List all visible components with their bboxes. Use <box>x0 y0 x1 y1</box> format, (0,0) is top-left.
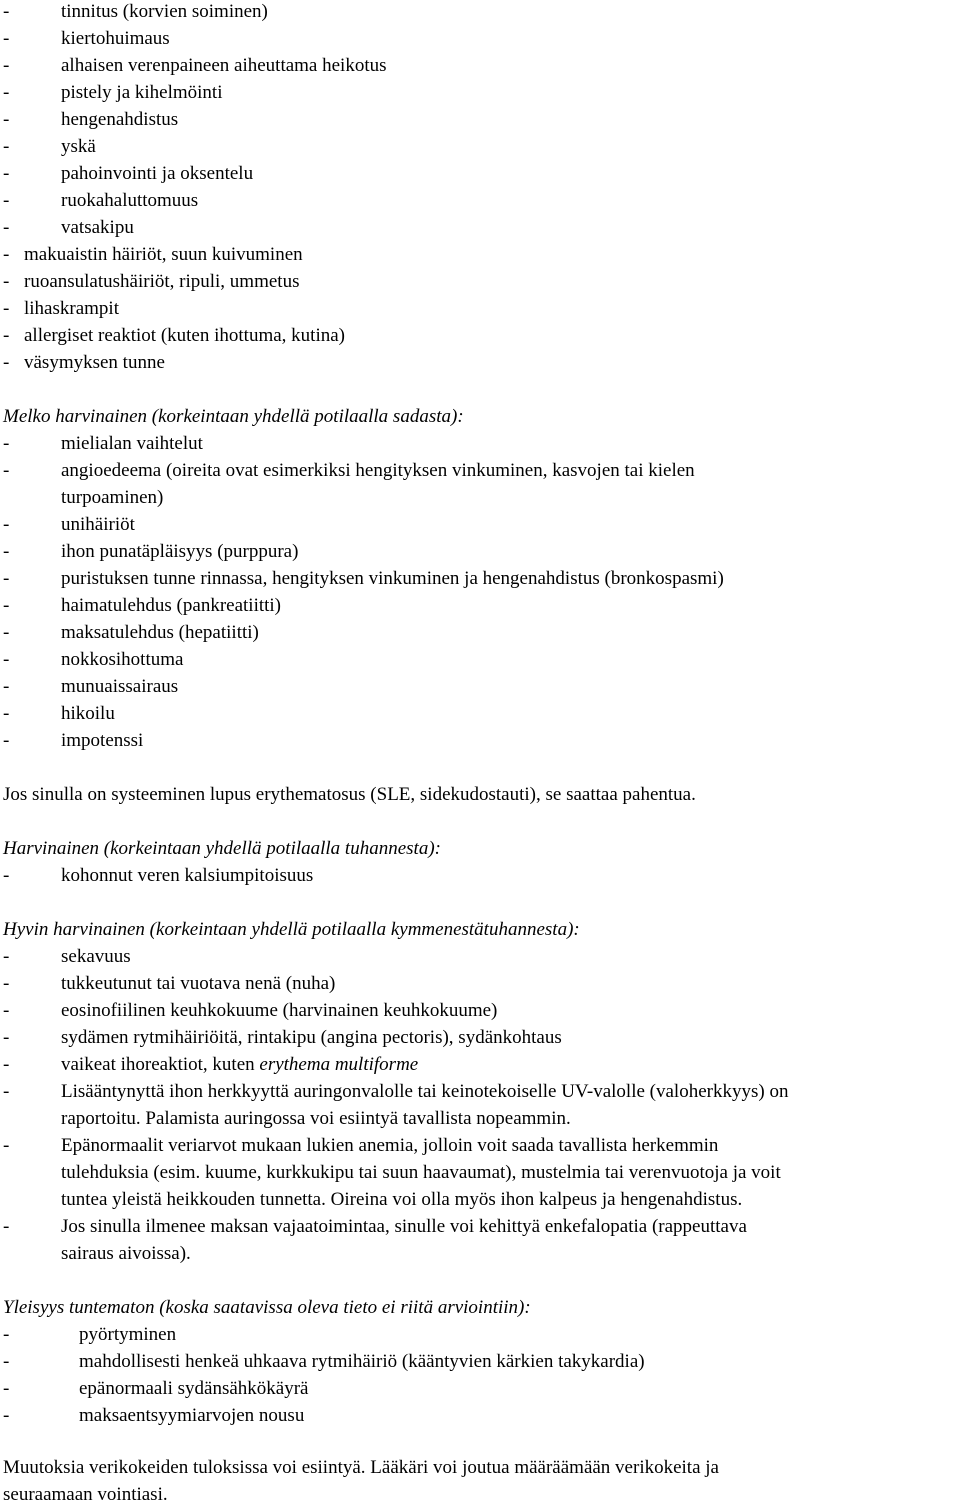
bullet-dash: - <box>3 82 10 103</box>
bullet-dash: - <box>3 352 10 373</box>
bullet-dash: - <box>3 622 10 643</box>
bullet-dash: - <box>3 1324 10 1345</box>
bullet-dash: - <box>3 460 10 481</box>
bullet-dash: - <box>3 325 10 346</box>
bullet-dash: - <box>3 1 10 22</box>
italic-term: erythema multiforme <box>259 1054 419 1075</box>
bullet-dash: - <box>3 730 10 751</box>
bullet-dash: - <box>3 28 10 49</box>
bullet-dash: - <box>3 298 10 319</box>
bullet-dash: - <box>3 541 10 562</box>
bullet-dash: - <box>3 244 10 265</box>
bullet-dash: - <box>3 109 10 130</box>
bullet-dash: - <box>3 649 10 670</box>
bullet-dash: - <box>3 163 10 184</box>
bullet-dash: - <box>3 595 10 616</box>
bullet-dash: - <box>3 1378 10 1399</box>
bullet-dash: - <box>3 514 10 535</box>
bullet-dash: - <box>3 271 10 292</box>
bullet-dash: - <box>3 55 10 76</box>
bullet-dash: - <box>3 1081 10 1102</box>
bullet-dash: - <box>3 190 10 211</box>
bullet-dash: - <box>3 217 10 238</box>
bullet-dash: - <box>3 1351 10 1372</box>
bullet-dash: - <box>3 136 10 157</box>
bullet-dash: - <box>3 1000 10 1021</box>
bullet-dash: - <box>3 433 10 454</box>
bullet-dash: - <box>3 703 10 724</box>
bullet-dash: - <box>3 1216 10 1237</box>
bullet-dash: - <box>3 973 10 994</box>
bullet-dash: - <box>3 1135 10 1156</box>
bullet-dash: - <box>3 1054 10 1075</box>
bullet-dash: - <box>3 568 10 589</box>
bullet-dash: - <box>3 1405 10 1426</box>
bullet-dash: - <box>3 676 10 697</box>
bullet-dash: - <box>3 1027 10 1048</box>
bullet-dash: - <box>3 946 10 967</box>
bullet-dash: - <box>3 865 10 886</box>
